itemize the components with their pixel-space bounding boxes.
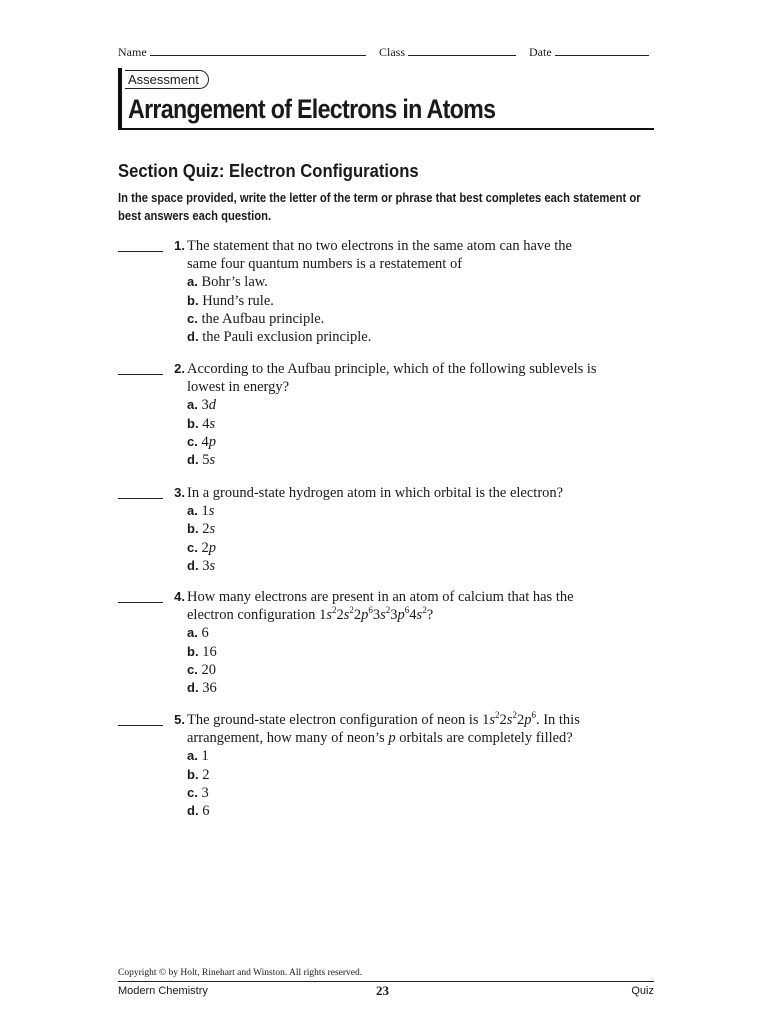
choice-a	[187, 624, 217, 642]
choice-letter: b.	[187, 292, 199, 308]
question-text	[187, 237, 657, 273]
choice-letter: d.	[187, 557, 199, 573]
question-number: 5.	[174, 712, 185, 727]
choice-d	[187, 557, 216, 575]
choice-d	[187, 679, 217, 697]
title-rule	[118, 128, 654, 130]
choice-b	[187, 766, 209, 784]
choice-number: 2	[202, 521, 210, 538]
choice-orbital: d	[208, 397, 216, 414]
config-shell-number: 2	[516, 712, 525, 728]
choice-letter: d.	[187, 802, 199, 818]
name-field[interactable]	[118, 44, 366, 60]
choice-letter: c.	[187, 310, 198, 326]
class-input-line[interactable]	[408, 44, 516, 56]
header-fields	[118, 44, 654, 60]
class-field[interactable]	[379, 44, 516, 60]
config-electron-count: 2	[385, 605, 391, 616]
config-shell-number: 3	[372, 607, 381, 624]
date-field[interactable]	[529, 44, 649, 60]
question-number: 3.	[174, 485, 185, 500]
config-electron-count: 6	[531, 710, 536, 720]
name-label: Name	[118, 45, 147, 59]
choice-letter: a.	[187, 748, 198, 764]
config-sublevel: s	[489, 712, 496, 728]
choices	[187, 502, 216, 575]
choice-b	[187, 643, 217, 661]
choice-a	[187, 273, 371, 291]
choice-c	[187, 661, 217, 679]
choice-d	[187, 328, 371, 346]
config-electron-count: 2	[331, 605, 337, 616]
choice-text: the Aufbau principle.	[201, 310, 325, 327]
choice-text: 16	[202, 643, 217, 660]
choice-number: 1	[201, 503, 209, 520]
choice-text: 1	[201, 748, 209, 765]
config-shell-number: 2	[353, 607, 362, 624]
question-text-line: According to the Aufbau principle, which of the following sublevels is	[187, 361, 597, 377]
choice-text: 20	[201, 661, 216, 678]
choice-orbital: p	[208, 539, 216, 556]
config-shell-number: 3	[390, 607, 398, 624]
choice-number: 3	[202, 557, 210, 574]
config-sublevel: s	[343, 607, 350, 624]
date-label: Date	[529, 45, 552, 59]
choices	[187, 273, 371, 346]
question-text-part: orbitals are completely filled?	[395, 730, 573, 747]
choice-letter: a.	[187, 503, 198, 519]
choice-a	[187, 396, 216, 414]
question-text	[187, 484, 657, 502]
question-text-part: . In this	[535, 712, 580, 728]
question-number: 1.	[174, 238, 185, 253]
choices	[187, 396, 216, 469]
tab-bar	[118, 68, 122, 130]
answer-blank[interactable]	[118, 498, 163, 499]
config-electron-count: 2	[349, 605, 354, 616]
choice-orbital: s	[209, 557, 216, 574]
choice-letter: c.	[187, 784, 198, 800]
choice-c	[187, 539, 216, 557]
document-type: Quiz	[631, 985, 654, 997]
page-number: 23	[376, 983, 389, 998]
page-title: Arrangement of Electrons in Atoms	[128, 94, 496, 124]
choice-letter: c.	[187, 539, 198, 555]
choice-letter: d.	[187, 451, 199, 467]
choice-text: 6	[201, 625, 209, 642]
config-sublevel: p	[361, 607, 369, 624]
choice-text: 3	[201, 784, 209, 801]
question-text-line: How many electrons are present in an atom of calcium that has the	[187, 589, 574, 605]
choice-b	[187, 520, 216, 538]
choice-text: 2	[202, 766, 210, 783]
choice-text: 6	[202, 802, 210, 819]
question-number: 4.	[174, 589, 185, 604]
config-shell-number: 1	[482, 712, 490, 728]
config-sublevel: s	[326, 607, 332, 624]
date-input-line[interactable]	[555, 44, 649, 56]
question-text	[187, 711, 657, 747]
class-label: Class	[379, 45, 406, 59]
choice-letter: d.	[187, 328, 199, 344]
config-shell-number: 2	[499, 712, 507, 728]
choice-number: 4	[201, 433, 209, 450]
choice-b	[187, 292, 371, 310]
config-sublevel: s	[380, 607, 386, 624]
choice-text: Hund’s rule.	[202, 292, 274, 309]
choice-orbital: p	[208, 433, 216, 450]
question-text	[187, 588, 657, 624]
choice-orbital: s	[209, 415, 216, 432]
choice-letter: b.	[187, 521, 199, 537]
electron-configuration	[319, 607, 427, 623]
question-text-italic: p	[388, 730, 396, 747]
choice-orbital: s	[209, 451, 216, 468]
answer-blank[interactable]	[118, 374, 163, 375]
choice-orbital: s	[208, 503, 215, 520]
section-title: Section Quiz: Electron Configurations	[118, 160, 419, 181]
question-text-line: lowest in energy?	[187, 379, 290, 396]
choice-letter: b.	[187, 643, 199, 659]
choice-c	[187, 310, 371, 328]
name-input-line[interactable]	[150, 44, 366, 56]
question-text-part: electron configuration	[187, 607, 320, 624]
choice-text: 36	[202, 679, 217, 696]
config-sublevel: p	[524, 712, 532, 728]
question-text-line	[187, 729, 657, 747]
choice-number: 4	[202, 415, 210, 432]
choice-letter: b.	[187, 766, 199, 782]
config-sublevel: p	[397, 607, 405, 624]
question-text-line: The statement that no two electrons in the same atom can have the	[187, 238, 572, 254]
question-text-line: In a ground-state hydrogen atom in which orbital is the electron?	[187, 485, 564, 501]
config-electron-count: 6	[404, 605, 410, 616]
config-shell-number: 2	[336, 607, 344, 624]
question-text	[187, 360, 657, 396]
choice-letter: c.	[187, 661, 198, 677]
choice-text: the Pauli exclusion principle.	[202, 328, 372, 345]
question-text-part: The ground-state electron configuration of neon is	[187, 712, 483, 728]
choice-letter: a.	[187, 625, 198, 641]
question-text-line	[187, 606, 657, 624]
choice-c	[187, 433, 216, 451]
choice-letter: b.	[187, 415, 199, 431]
choice-letter: c.	[187, 433, 198, 449]
choices	[187, 624, 217, 697]
answer-blank[interactable]	[118, 251, 163, 252]
choice-a	[187, 747, 209, 765]
config-shell-number: 1	[319, 607, 327, 624]
config-electron-count: 2	[495, 710, 500, 720]
choice-letter: d.	[187, 679, 199, 695]
question-text-line: same four quantum numbers is a restatement of	[187, 256, 463, 273]
choice-c	[187, 784, 209, 802]
copyright: Copyright © by Holt, Rinehart and Winston. All rights reserved.	[118, 968, 363, 978]
question-text-line	[187, 711, 657, 729]
config-electron-count: 2	[512, 710, 517, 720]
instructions: In the space provided, write the letter of the term or phrase that best completes each statement or best answers each question.	[118, 191, 641, 223]
question-text-part: arrangement, how many of neon’s	[187, 730, 389, 747]
choice-letter: a.	[187, 397, 198, 413]
choice-d	[187, 451, 216, 469]
config-electron-count: 6	[368, 605, 373, 616]
choices	[187, 747, 209, 820]
choice-b	[187, 415, 216, 433]
tab-label: Assessment	[125, 70, 209, 89]
question-text-part: ?	[426, 607, 434, 624]
config-shell-number: 4	[409, 607, 417, 624]
choice-number: 2	[201, 539, 209, 556]
choice-a	[187, 502, 216, 520]
choice-orbital: s	[209, 521, 216, 538]
choice-letter: a.	[187, 274, 198, 290]
answer-blank[interactable]	[118, 602, 163, 603]
choice-number: 5	[202, 451, 210, 468]
config-electron-count: 2	[422, 605, 427, 616]
config-sublevel: s	[506, 712, 513, 728]
book-title: Modern Chemistry	[118, 985, 208, 997]
config-sublevel: s	[416, 607, 423, 624]
question-number: 2.	[174, 361, 185, 376]
choice-number: 3	[201, 397, 209, 414]
choice-text: Bohr’s law.	[201, 274, 268, 291]
answer-blank[interactable]	[118, 725, 163, 726]
electron-configuration	[482, 712, 536, 728]
choice-d	[187, 802, 209, 820]
footer-rule	[118, 981, 654, 982]
